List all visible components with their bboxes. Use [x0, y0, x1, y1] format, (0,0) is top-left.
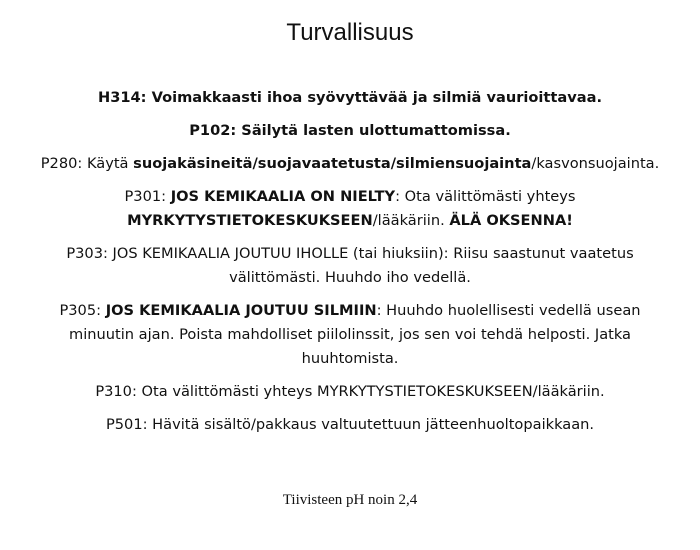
- statement-p501: [30, 413, 670, 437]
- statement-h314: [30, 86, 670, 110]
- statement-p301-instruction: : Ota välittömästi yhteys: [395, 188, 576, 205]
- statement-p102-text: P102: Säilytä lasten ulottumattomissa.: [189, 122, 511, 139]
- statement-p102: [30, 119, 670, 143]
- statement-p305: [30, 299, 670, 371]
- page-title: Turvallisuus: [286, 19, 414, 46]
- statement-p301-warning: ÄLÄ OKSENNA!: [449, 212, 573, 229]
- statement-p301-poison-center: MYRKYTYSTIETOKESKUKSEEN: [127, 212, 373, 229]
- statement-p305-condition: JOS KEMIKAALIA JOUTUU SILMIIN: [105, 302, 377, 319]
- statement-p301-code: P301:: [124, 188, 171, 205]
- statement-p310: [30, 380, 670, 404]
- statement-p303: [30, 242, 670, 290]
- statement-p301-condition: JOS KEMIKAALIA ON NIELTY: [170, 188, 396, 205]
- statement-p501-text: P501: Hävitä sisältö/pakkaus valtuutettuun jätteenhuoltopaikkaan.: [105, 416, 595, 433]
- statement-p301-doctor: /lääkäriin.: [372, 212, 450, 229]
- ph-note: Tiivisteen pH noin 2,4: [282, 492, 418, 508]
- statement-p301: [30, 185, 670, 233]
- statement-h314-text: H314: Voimakkaasti ihoa syövyttävää ja silmiä vaurioittavaa.: [97, 89, 602, 106]
- statement-p305-code: P305:: [59, 302, 106, 319]
- statement-p280-rest: /kasvonsuojainta.: [531, 155, 660, 172]
- statement-p280: [30, 152, 670, 176]
- hazard-statements: [30, 86, 670, 446]
- statement-p310-text: P310: Ota välittömästi yhteys MYRKYTYSTIETOKESKUKSEEN/lääkäriin.: [95, 383, 605, 400]
- statement-p280-code: P280: Käytä: [40, 155, 134, 172]
- statement-p280-emphasis: suojakäsineitä/suojavaatetusta/silmiensuojainta: [133, 155, 532, 172]
- statement-p305-instruction: : Huuhdo huolellisesti vedellä usean minuutin ajan. Poista mahdolliset piilolinssit, jos sen voi tehdä helposti. Jatka huuhtomista.: [69, 302, 641, 367]
- statement-p303-text: P303: JOS KEMIKAALIA JOUTUU IHOLLE (tai hiuksiin): Riisu saastunut vaatetus välittömästi. Huuhdo iho vedellä.: [66, 245, 634, 286]
